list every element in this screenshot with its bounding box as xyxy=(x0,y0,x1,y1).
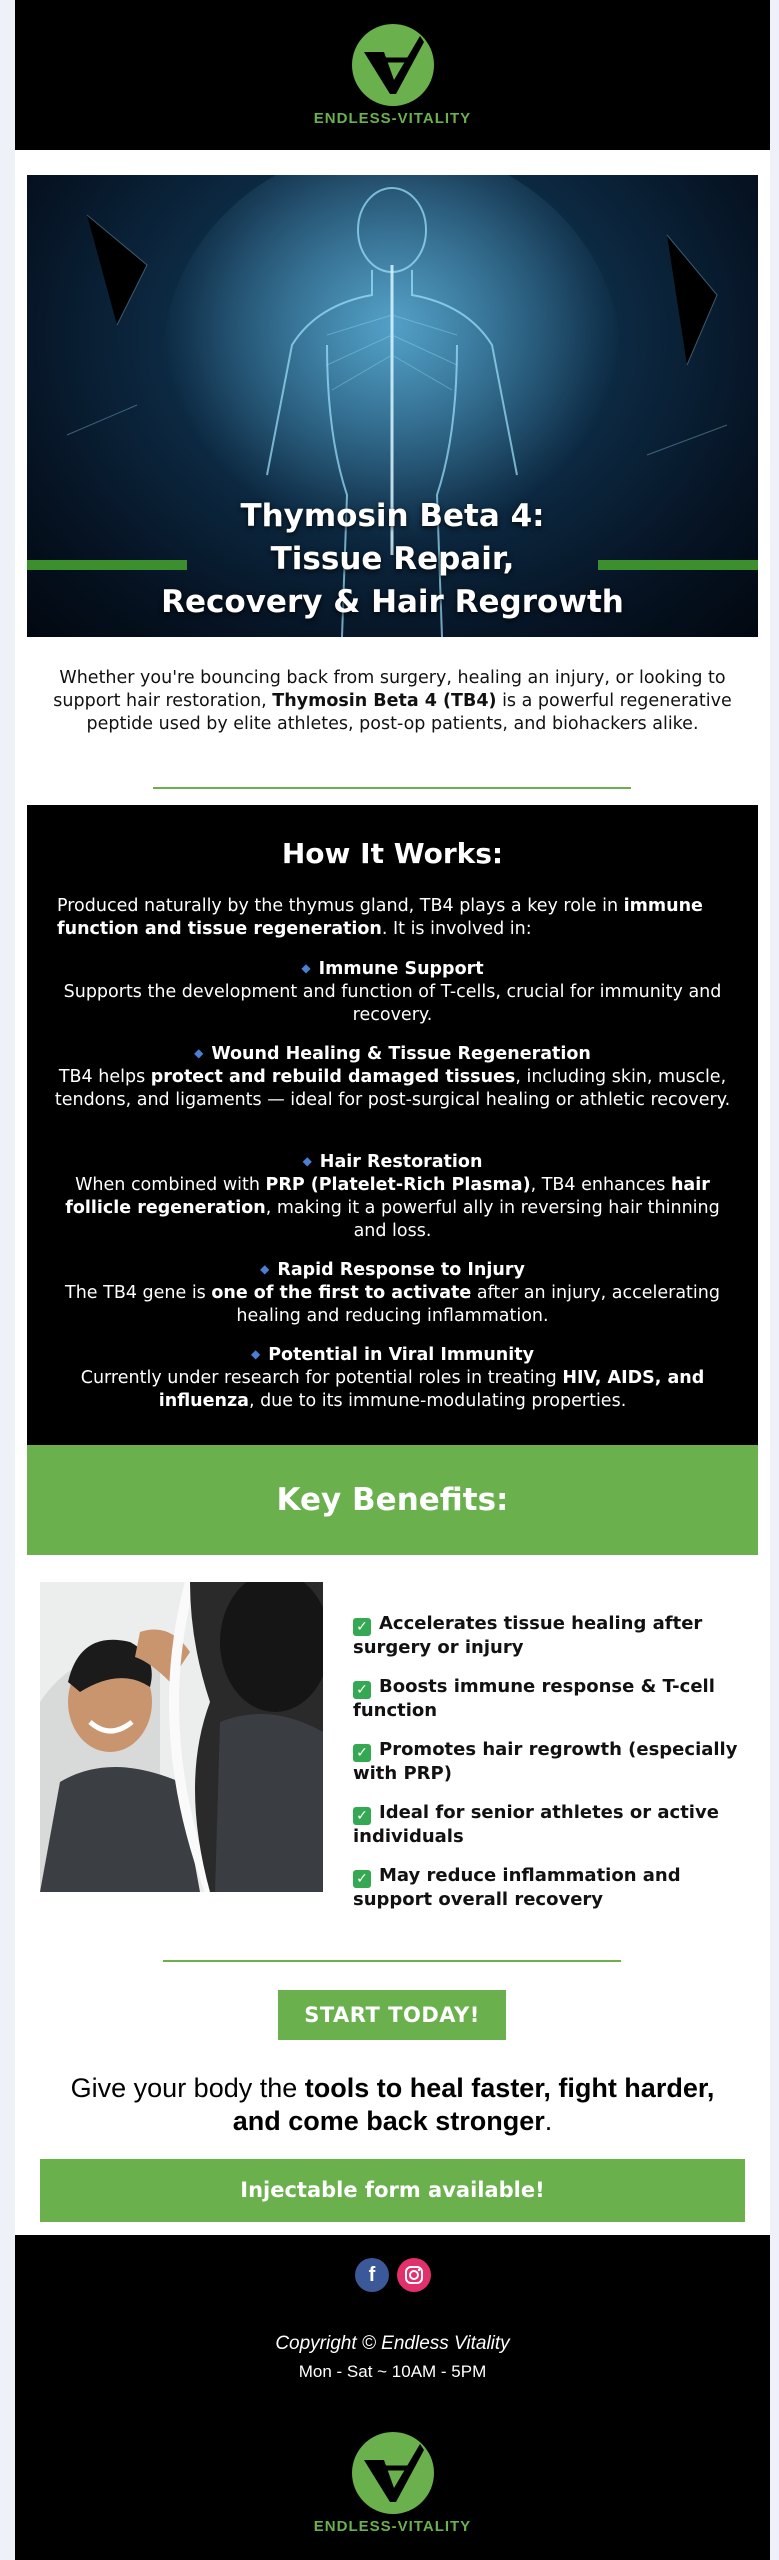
instagram-icon[interactable] xyxy=(397,2258,431,2292)
v-checkmark-circle-logo-icon xyxy=(350,22,436,108)
hero-title-line: Thymosin Beta 4: xyxy=(240,498,545,534)
tagline-text: . xyxy=(544,2106,553,2136)
benefit-text: Ideal for senior athletes or active individuals xyxy=(353,1802,719,1847)
how-item-wound-healing xyxy=(47,1042,738,1112)
checkbox-checked-icon: ✓ xyxy=(353,1807,371,1825)
how-item-title: Immune Support xyxy=(318,959,484,979)
benefit-text: May reduce inflammation and support overall recovery xyxy=(353,1865,681,1910)
hero-title xyxy=(27,495,758,624)
key-benefits-band xyxy=(27,1445,758,1555)
v-checkmark-circle-logo-icon xyxy=(350,2430,436,2516)
key-benefits-list xyxy=(353,1612,748,1927)
how-it-works-heading: How It Works: xyxy=(281,837,504,870)
facebook-icon[interactable] xyxy=(355,2258,389,2292)
how-item-text: after an injury, accelerating healing and reducing inflammation. xyxy=(236,1283,720,1326)
how-item-rapid-response xyxy=(47,1258,738,1328)
email-container xyxy=(15,0,770,2560)
how-item-title: Rapid Response to Injury xyxy=(277,1260,525,1280)
how-item-immune-support xyxy=(47,957,738,1027)
tagline-text: Give your body the xyxy=(70,2073,305,2103)
diamond-icon: ◆ xyxy=(260,1262,270,1276)
instagram-glyph xyxy=(397,2258,431,2292)
benefit-item xyxy=(353,1738,748,1785)
how-item-text: , due to its immune-modulating properties. xyxy=(248,1391,627,1411)
how-item-text: TB4 helps xyxy=(58,1067,151,1087)
how-item-highlight: PRP (Platelet-Rich Plasma) xyxy=(265,1175,531,1195)
how-intro-highlight: immune function and tissue regeneration xyxy=(57,896,703,939)
how-item-title: Potential in Viral Immunity xyxy=(268,1345,535,1365)
mirror-reflection-image xyxy=(40,1582,323,1892)
brand-name: ENDLESS-VITALITY xyxy=(313,2518,472,2535)
how-intro-text: Produced naturally by the thymus gland, TB4 plays a key role in xyxy=(57,896,624,916)
intro-text: is a powerful regenerative peptide used by elite athletes, post-op patients, and biohackers alike. xyxy=(86,691,732,734)
benefit-item xyxy=(353,1864,748,1911)
hero-title-line: Recovery & Hair Regrowth xyxy=(161,584,624,620)
checkbox-checked-icon: ✓ xyxy=(353,1618,371,1636)
how-item-highlight: hair follicle regeneration xyxy=(65,1175,710,1218)
checkbox-checked-icon: ✓ xyxy=(353,1744,371,1762)
benefit-text: Boosts immune response & T-cell function xyxy=(353,1676,715,1721)
intro-paragraph xyxy=(45,667,740,736)
hero-banner xyxy=(27,175,758,637)
how-item-title: Hair Restoration xyxy=(319,1152,483,1172)
footer-logo[interactable] xyxy=(15,2430,770,2535)
how-item-text: When combined with xyxy=(75,1175,266,1195)
start-today-button[interactable]: START TODAY! xyxy=(278,1990,506,2040)
tagline xyxy=(45,2072,740,2138)
header xyxy=(15,0,770,150)
checkbox-checked-icon: ✓ xyxy=(353,1681,371,1699)
intro-highlight: Thymosin Beta 4 (TB4) xyxy=(272,691,497,711)
section-divider xyxy=(153,787,631,789)
how-it-works-intro xyxy=(57,895,728,941)
diamond-icon: ◆ xyxy=(301,961,311,975)
how-item-highlight: protect and rebuild damaged tissues xyxy=(150,1067,516,1087)
benefit-item xyxy=(353,1612,748,1659)
benefit-item xyxy=(353,1801,748,1848)
section-divider xyxy=(163,1960,621,1962)
how-item-highlight: HIV, AIDS, and influenza xyxy=(158,1368,705,1411)
facebook-glyph: f xyxy=(368,2264,376,2286)
how-item-text: , TB4 enhances xyxy=(530,1175,671,1195)
how-item-text: Currently under research for potential roles in treating xyxy=(80,1368,563,1388)
how-item-hair-restoration xyxy=(47,1150,738,1243)
how-item-text: , including skin, muscle, tendons, and ligaments — ideal for post-surgical healing or athletic recovery. xyxy=(54,1067,731,1110)
how-item-text: The TB4 gene is xyxy=(65,1283,212,1303)
checkbox-checked-icon: ✓ xyxy=(353,1870,371,1888)
diamond-icon: ◆ xyxy=(250,1347,261,1361)
man-in-mirror-photo xyxy=(40,1582,323,1892)
benefit-text: Accelerates tissue healing after surgery or injury xyxy=(353,1613,703,1658)
diamond-icon: ◆ xyxy=(194,1046,204,1060)
tagline-highlight: tools to heal faster, fight harder, and come back stronger xyxy=(232,2073,715,2136)
injectable-available-banner[interactable]: Injectable form available! xyxy=(40,2159,745,2222)
how-intro-text: . It is involved in: xyxy=(381,919,532,939)
diamond-icon: ◆ xyxy=(302,1154,312,1168)
how-it-works-section xyxy=(27,805,758,1445)
benefit-item xyxy=(353,1675,748,1722)
business-hours: Mon - Sat ~ 10AM - 5PM xyxy=(298,2362,487,2381)
intro-text: Whether you're bouncing back from surgery, healing an injury, or looking to support hair restoration, xyxy=(53,668,726,711)
how-item-text: Supports the development and function of T-cells, crucial for immunity and recovery. xyxy=(63,982,722,1025)
how-item-text: , making it a powerful ally in reversing hair thinning and loss. xyxy=(265,1198,720,1241)
copyright-text: Copyright © Endless Vitality xyxy=(275,2333,510,2354)
how-item-highlight: one of the first to activate xyxy=(211,1283,472,1303)
how-item-title: Wound Healing & Tissue Regeneration xyxy=(211,1044,591,1064)
hero-title-line: Tissue Repair, xyxy=(270,541,515,577)
header-logo[interactable] xyxy=(15,22,770,127)
how-item-viral-immunity xyxy=(47,1343,738,1413)
benefit-text: Promotes hair regrowth (especially with PRP) xyxy=(353,1739,738,1784)
key-benefits-heading: Key Benefits: xyxy=(276,1482,509,1518)
brand-name: ENDLESS-VITALITY xyxy=(313,110,472,127)
